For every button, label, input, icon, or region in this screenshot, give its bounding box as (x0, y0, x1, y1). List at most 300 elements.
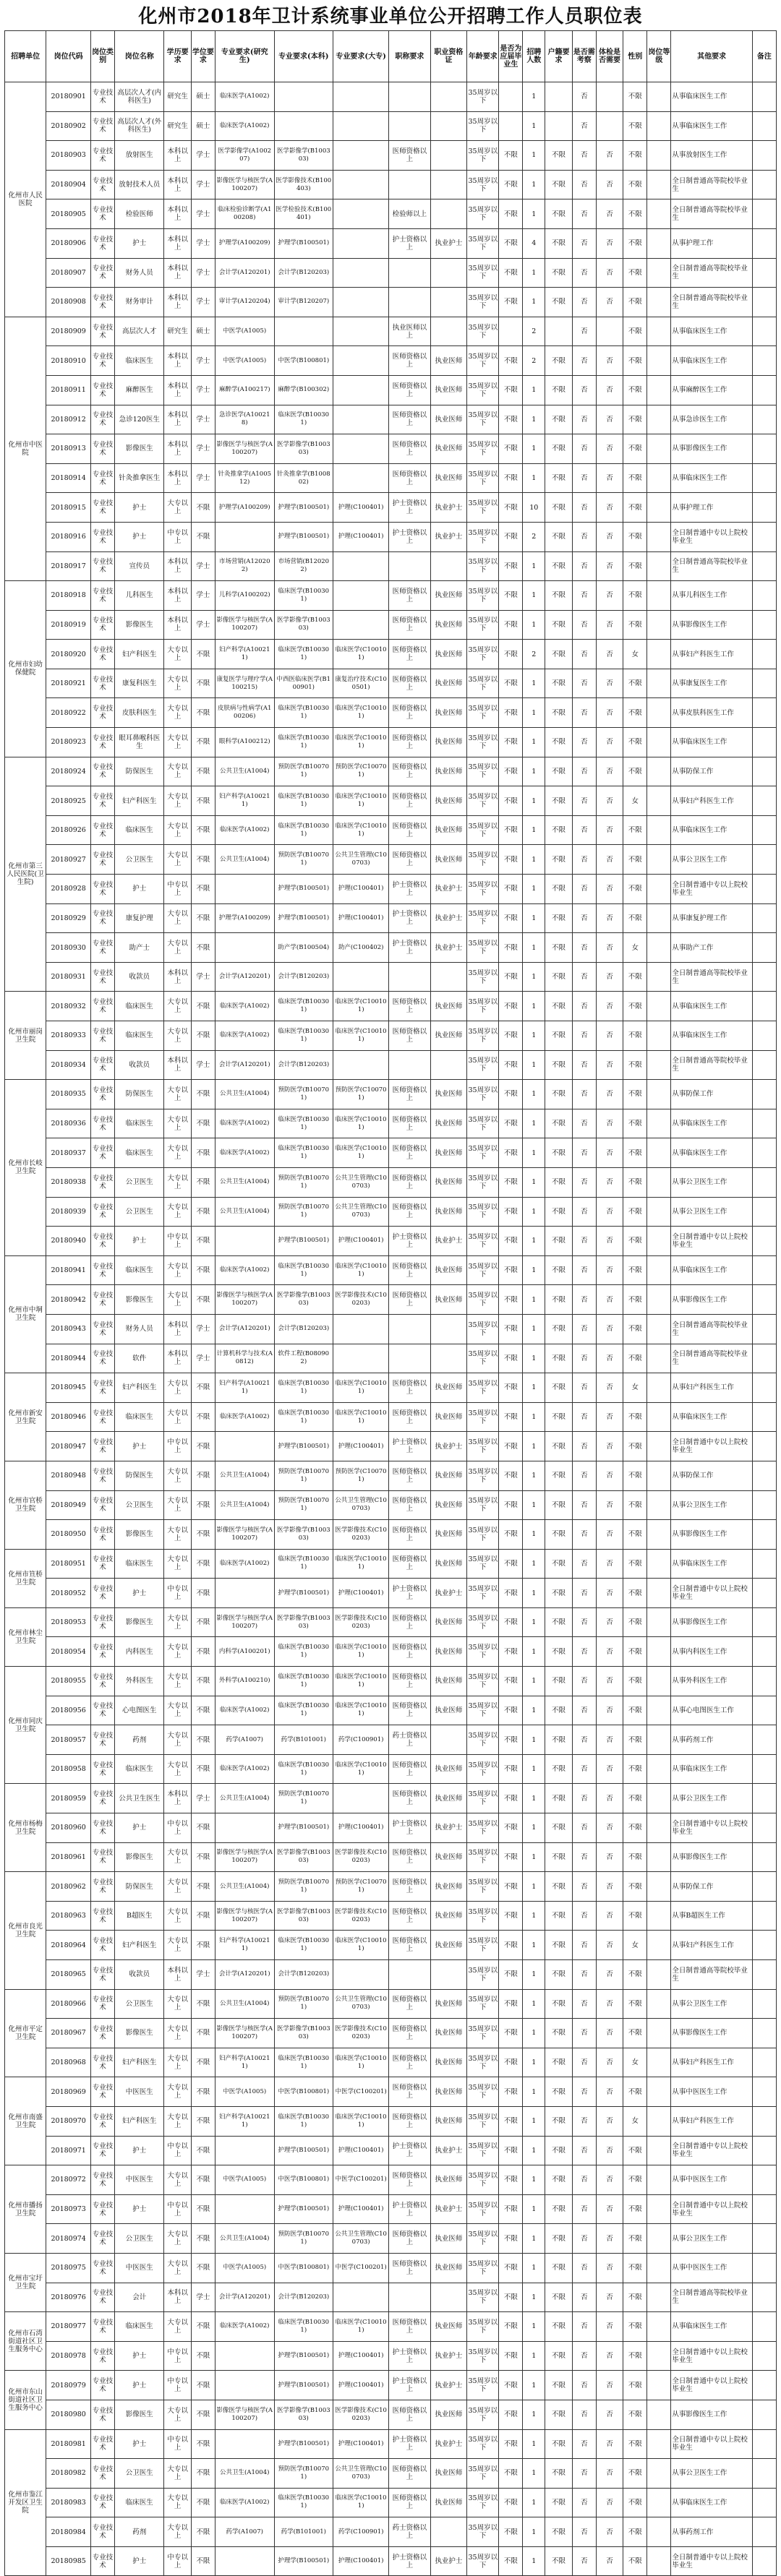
table-cell: 不限 (545, 933, 572, 963)
table-cell: 医师资格以上 (389, 1285, 430, 1315)
table-cell: 会计学(B120203) (274, 258, 333, 288)
table-cell: 执业护士 (430, 1432, 467, 1461)
table-cell: 硕士 (191, 82, 215, 112)
table-cell: 执业医师 (430, 2019, 467, 2048)
table-cell: 针灸推拿学(B100802) (274, 463, 333, 493)
table-cell: 中医学(C100201) (333, 2077, 389, 2107)
table-cell: 不限 (499, 522, 523, 551)
table-cell: 35周岁以下 (467, 962, 499, 992)
table-cell: 临床医学(B100301) (274, 2488, 333, 2517)
table-cell: 市场营销(A120202) (215, 551, 274, 581)
table-cell: 执业医师 (430, 375, 467, 405)
table-cell: 1 (523, 463, 545, 493)
table-row (5, 1461, 777, 1490)
table-cell (333, 82, 389, 112)
table-cell: 医学影像学(B100303) (274, 1520, 333, 1550)
table-cell: 医师资格以上 (389, 375, 430, 405)
table-cell: 20180936 (46, 1109, 91, 1138)
table-cell: 20180919 (46, 610, 91, 640)
table-cell: 化州市平定卫生院 (5, 1989, 46, 2077)
table-cell: 中医学(B100801) (274, 2077, 333, 2107)
table-cell: 不限 (499, 2341, 523, 2371)
table-cell (647, 551, 671, 581)
table-cell (647, 1167, 671, 1197)
table-cell: 本科以上 (164, 1344, 191, 1373)
table-cell: 全日制普通中专以上院校毕业生 (671, 2194, 752, 2224)
table-cell: 不限 (545, 1138, 572, 1168)
table-cell: 35周岁以下 (467, 82, 499, 112)
table-cell: 大专以上 (164, 1842, 191, 1872)
table-cell: 执业医师 (430, 1167, 467, 1197)
table-cell: 医师资格以上 (389, 2106, 430, 2136)
table-cell (647, 1138, 671, 1168)
table-cell: 不限 (499, 2517, 523, 2547)
table-cell (545, 82, 572, 112)
table-cell: 药剂 (115, 1725, 164, 1755)
table-cell: 中西医临床医学(B100901) (274, 669, 333, 698)
table-cell (389, 82, 430, 112)
table-cell: 不限 (191, 2165, 215, 2195)
table-cell: 医师资格以上 (389, 2400, 430, 2429)
table-cell: 否 (572, 2224, 596, 2254)
table-cell (752, 845, 776, 875)
table-cell: 不限 (499, 669, 523, 698)
table-cell (752, 2517, 776, 2547)
table-cell: 否 (596, 1813, 623, 1843)
table-cell: 不限 (623, 463, 647, 493)
table-cell: 专业技术 (91, 786, 115, 816)
table-cell (647, 1461, 671, 1490)
table-row (5, 903, 777, 933)
table-cell: 不限 (545, 1461, 572, 1490)
table-row (5, 1725, 777, 1755)
column-header: 其他要求 (671, 31, 752, 82)
table-cell: 护士资格以上 (389, 228, 430, 258)
table-cell: 临床医学(A1002) (215, 1696, 274, 1725)
table-cell: 妇产科学(A100211) (215, 786, 274, 816)
table-cell: 中医学(A1005) (215, 2165, 274, 2195)
table-row (5, 786, 777, 816)
table-cell: 不限 (623, 1402, 647, 1432)
table-cell: 全日制普通高等院校毕业生 (671, 1050, 752, 1080)
table-cell: 否 (572, 141, 596, 171)
table-cell: 20180945 (46, 1373, 91, 1403)
table-cell: 从事药剂工作 (671, 1725, 752, 1755)
table-cell: 临床医学(A1002) (215, 815, 274, 845)
table-cell: 否 (572, 317, 596, 346)
table-cell: 从事影像医生工作 (671, 1607, 752, 1637)
table-cell: 医师资格以上 (389, 141, 430, 171)
table-cell: 放射技术人员 (115, 170, 164, 199)
column-header: 备注 (752, 31, 776, 82)
table-cell: 医学影像技术(C100203) (333, 2019, 389, 2048)
table-cell: 大专以上 (164, 2400, 191, 2429)
table-cell: 专业技术 (91, 522, 115, 551)
table-cell: 临床医学(B100301) (274, 1667, 333, 1696)
table-cell: 医师资格以上 (389, 845, 430, 875)
table-cell: 不限 (499, 375, 523, 405)
table-cell: 护理(C100401) (333, 2546, 389, 2576)
table-cell: 执业医师 (430, 698, 467, 728)
table-cell: 35周岁以下 (467, 228, 499, 258)
table-cell: 不限 (499, 1432, 523, 1461)
table-cell: 1 (523, 1080, 545, 1109)
table-cell: 不限 (191, 2341, 215, 2371)
table-cell: 1 (523, 1637, 545, 1667)
table-cell: 医学影像学(B100303) (274, 1842, 333, 1872)
table-cell (333, 1344, 389, 1373)
table-cell: 1 (523, 2077, 545, 2107)
table-cell: 1 (523, 2400, 545, 2429)
table-cell: 临床医学(A1002) (215, 1109, 274, 1138)
table-cell: 不限 (499, 2459, 523, 2489)
table-cell: 20180962 (46, 1872, 91, 1902)
table-cell: 中医学(C100201) (333, 2253, 389, 2283)
table-cell: 临床医学(A1002) (215, 1549, 274, 1579)
column-header: 职称要求 (389, 31, 430, 82)
table-cell: 20180918 (46, 581, 91, 611)
table-cell: 不限 (623, 2546, 647, 2576)
table-cell: 临床医学(C100101) (333, 2048, 389, 2077)
table-cell: 中专以上 (164, 2136, 191, 2165)
table-cell: 20180959 (46, 1784, 91, 1813)
table-cell: 从事防保工作 (671, 1872, 752, 1902)
table-cell (752, 1579, 776, 1608)
table-cell: 医学影像技术(C100203) (333, 1607, 389, 1637)
table-cell: 不限 (545, 1842, 572, 1872)
table-cell: 医学影像学(B100303) (274, 1285, 333, 1315)
table-cell (752, 1931, 776, 1960)
table-cell: 临床医学(B100301) (274, 728, 333, 757)
table-cell (752, 1754, 776, 1784)
table-cell: 专业技术 (91, 2546, 115, 2576)
table-cell: 不限 (191, 2400, 215, 2429)
table-cell: 专业技术 (91, 2371, 115, 2400)
table-cell: 护理(C100401) (333, 522, 389, 551)
table-cell: 预防医学(C100701) (333, 1461, 389, 1490)
table-cell: 临床医学(B100301) (274, 1696, 333, 1725)
table-cell (752, 875, 776, 904)
table-cell (647, 1901, 671, 1931)
table-cell: 不限 (545, 1901, 572, 1931)
table-cell: 1 (523, 728, 545, 757)
table-cell: 1 (523, 1754, 545, 1784)
table-cell: 否 (596, 1167, 623, 1197)
table-cell: 35周岁以下 (467, 2136, 499, 2165)
table-cell (647, 1285, 671, 1315)
table-cell (430, 1960, 467, 1990)
table-cell: 不限 (545, 2194, 572, 2224)
table-cell: 护士资格以上 (389, 1432, 430, 1461)
table-cell: 35周岁以下 (467, 2429, 499, 2459)
table-cell: 不限 (545, 2429, 572, 2459)
table-cell: 执业医师 (430, 1989, 467, 2019)
table-cell: 20180967 (46, 2019, 91, 2048)
table-cell: 20180969 (46, 2077, 91, 2107)
table-cell: 医师资格以上 (389, 1931, 430, 1960)
table-cell: 专业技术 (91, 669, 115, 698)
table-cell: 20180963 (46, 1901, 91, 1931)
table-cell: 公共卫生(A1004) (215, 2459, 274, 2489)
table-cell: 执业医师 (430, 346, 467, 376)
table-cell: 否 (596, 1931, 623, 1960)
table-cell (752, 1285, 776, 1315)
table-cell: 不限 (499, 640, 523, 669)
table-cell: 医师资格以上 (389, 463, 430, 493)
table-cell: 专业技术 (91, 493, 115, 523)
table-cell (752, 1989, 776, 2019)
table-cell: 影像医学与核医学(A100207) (215, 1842, 274, 1872)
table-cell: 1 (523, 933, 545, 963)
table-cell: 护士 (115, 522, 164, 551)
table-cell: 不限 (191, 1373, 215, 1403)
table-cell: 不限 (545, 2488, 572, 2517)
table-cell: 医师资格以上 (389, 640, 430, 669)
table-cell: 临床医学(C100101) (333, 698, 389, 728)
table-cell (752, 2165, 776, 2195)
table-cell: 专业技术 (91, 698, 115, 728)
table-cell (647, 610, 671, 640)
table-cell: 不限 (623, 375, 647, 405)
table-cell: 不限 (545, 141, 572, 171)
table-cell: 不限 (545, 288, 572, 317)
table-cell: 否 (596, 463, 623, 493)
table-row (5, 815, 777, 845)
table-cell: 执业医师 (430, 1402, 467, 1432)
table-cell: 不限 (191, 1989, 215, 2019)
table-cell: 1 (523, 1667, 545, 1696)
table-cell: 否 (596, 1960, 623, 1990)
table-cell: 专业技术 (91, 141, 115, 171)
table-cell: 不限 (499, 1931, 523, 1960)
table-cell: 专业技术 (91, 2312, 115, 2342)
table-cell: 妇产科医生 (115, 2106, 164, 2136)
table-cell: 不限 (499, 405, 523, 434)
table-cell: 药学(C100901) (333, 1725, 389, 1755)
table-cell: 公共卫生(A1004) (215, 1461, 274, 1490)
table-row (5, 2224, 777, 2254)
table-cell (430, 317, 467, 346)
table-cell: 护士 (115, 1432, 164, 1461)
table-cell (647, 815, 671, 845)
table-cell: 不限 (499, 1784, 523, 1813)
table-cell: 不限 (623, 405, 647, 434)
table-cell: 全日制普通中专以上院校毕业生 (671, 2546, 752, 2576)
table-cell: 专业技术 (91, 933, 115, 963)
table-cell: 否 (572, 1842, 596, 1872)
table-cell: 1 (523, 82, 545, 112)
table-cell: 会计学(A120201) (215, 1314, 274, 1344)
table-cell: 否 (596, 1109, 623, 1138)
table-cell: 35周岁以下 (467, 1344, 499, 1373)
table-cell: 否 (572, 1109, 596, 1138)
table-cell: 软件工程(B080902) (274, 1344, 333, 1373)
table-cell (752, 1637, 776, 1667)
table-cell: 1 (523, 1373, 545, 1403)
table-cell (647, 845, 671, 875)
table-cell: 否 (596, 1314, 623, 1344)
table-cell: 否 (572, 1725, 596, 1755)
table-cell: 20180925 (46, 786, 91, 816)
table-cell: 本科以上 (164, 375, 191, 405)
table-cell: 不限 (623, 610, 647, 640)
table-cell: 否 (596, 1667, 623, 1696)
table-cell: 专业技术 (91, 1402, 115, 1432)
table-cell (333, 581, 389, 611)
table-cell (752, 728, 776, 757)
table-cell: 医师资格以上 (389, 1109, 430, 1138)
table-cell: 中专以上 (164, 2194, 191, 2224)
table-cell: 从事临床医生工作 (671, 1549, 752, 1579)
table-cell: 康复护理 (115, 903, 164, 933)
table-cell: 不限 (191, 757, 215, 786)
table-cell: 不限 (623, 1607, 647, 1637)
table-cell: 35周岁以下 (467, 2048, 499, 2077)
table-cell: 1 (523, 2341, 545, 2371)
table-cell: 1 (523, 1960, 545, 1990)
table-cell: 大专以上 (164, 2253, 191, 2283)
table-cell: 专业技术 (91, 228, 115, 258)
table-cell: 35周岁以下 (467, 1197, 499, 1227)
table-cell: 本科以上 (164, 1314, 191, 1344)
table-cell: 学士 (191, 228, 215, 258)
table-cell: 否 (596, 2019, 623, 2048)
table-cell: 20180926 (46, 815, 91, 845)
table-cell: 20180920 (46, 640, 91, 669)
table-cell: 预防医学(B100701) (274, 845, 333, 875)
table-cell: 1 (523, 1050, 545, 1080)
table-cell: 专业技术 (91, 1197, 115, 1227)
table-cell: 大专以上 (164, 992, 191, 1021)
table-cell: 20180909 (46, 317, 91, 346)
table-cell: 20180903 (46, 141, 91, 171)
table-cell: 临床医学(A1002) (215, 2312, 274, 2342)
table-cell: 全日制普通中专以上院校毕业生 (671, 1813, 752, 1843)
table-cell: 不限 (499, 1080, 523, 1109)
table-cell: 不限 (499, 1872, 523, 1902)
table-row (5, 522, 777, 551)
table-cell: 20180976 (46, 2283, 91, 2312)
table-cell: 专业技术 (91, 2019, 115, 2048)
table-cell: 临床医学(C100101) (333, 992, 389, 1021)
table-cell: 妇产科医生 (115, 640, 164, 669)
table-cell: 不限 (623, 1021, 647, 1051)
table-cell (647, 2165, 671, 2195)
table-cell: 心电图医生 (115, 1696, 164, 1725)
table-row (5, 1667, 777, 1696)
table-cell: 否 (572, 2312, 596, 2342)
table-cell: 专业技术 (91, 405, 115, 434)
table-cell: 20180971 (46, 2136, 91, 2165)
table-cell: 不限 (545, 698, 572, 728)
table-cell (647, 1490, 671, 1520)
table-row (5, 640, 777, 669)
table-cell (752, 610, 776, 640)
table-cell (389, 1314, 430, 1344)
table-cell (752, 1490, 776, 1520)
table-cell: 从事妇产科医生工作 (671, 1373, 752, 1403)
table-cell: 不限 (499, 1813, 523, 1843)
table-cell: 否 (572, 1227, 596, 1256)
table-cell: 从事临床医生工作 (671, 82, 752, 112)
table-cell (647, 2371, 671, 2400)
table-cell: 大专以上 (164, 1167, 191, 1197)
table-cell: 20180942 (46, 1285, 91, 1315)
table-cell: 1 (523, 141, 545, 171)
table-cell: 护士资格以上 (389, 493, 430, 523)
table-cell (215, 1579, 274, 1608)
table-cell: 否 (596, 2371, 623, 2400)
table-cell: 公共卫生管理(C100703) (333, 845, 389, 875)
table-cell: 医师资格以上 (389, 1901, 430, 1931)
table-cell: 1 (523, 1402, 545, 1432)
table-cell: 1 (523, 2488, 545, 2517)
table-cell: 不限 (623, 581, 647, 611)
table-cell: 护理(C100401) (333, 2371, 389, 2400)
table-cell: 不限 (191, 786, 215, 816)
table-cell: 不限 (623, 82, 647, 112)
table-cell: 1 (523, 1490, 545, 1520)
table-cell: 大专以上 (164, 1080, 191, 1109)
column-header: 岗位等级 (647, 31, 671, 82)
table-cell: 放射医生 (115, 141, 164, 171)
table-cell: 化州市良光卫生院 (5, 1872, 46, 1989)
table-cell: 1 (523, 1696, 545, 1725)
table-cell: 专业技术 (91, 875, 115, 904)
table-cell: 执业医师 (430, 640, 467, 669)
table-cell (752, 288, 776, 317)
table-cell: 否 (596, 581, 623, 611)
table-cell: 大专以上 (164, 1197, 191, 1227)
table-cell: 临床医学(A1002) (215, 111, 274, 141)
table-cell (647, 228, 671, 258)
table-cell: 20180915 (46, 493, 91, 523)
table-cell: 否 (596, 1901, 623, 1931)
table-cell: 不限 (545, 228, 572, 258)
table-cell: 护士资格以上 (389, 2341, 430, 2371)
table-cell: 护士资格以上 (389, 903, 430, 933)
table-cell: 不限 (545, 1696, 572, 1725)
table-cell: 执业医师以上 (389, 317, 430, 346)
table-cell: 不限 (623, 1725, 647, 1755)
table-cell: 35周岁以下 (467, 317, 499, 346)
table-row (5, 1872, 777, 1902)
table-cell: 大专以上 (164, 2048, 191, 2077)
table-cell: 临床医学(C100101) (333, 1754, 389, 1784)
table-cell: 1 (523, 1021, 545, 1051)
table-cell: 医师资格以上 (389, 1021, 430, 1051)
table-cell: 临床医学(B100301) (274, 1138, 333, 1168)
table-cell: 专业技术 (91, 2165, 115, 2195)
table-cell: 不限 (623, 2019, 647, 2048)
table-cell: 化州市长岐卫生院 (5, 1080, 46, 1256)
table-cell: 否 (596, 1227, 623, 1256)
table-cell: 否 (596, 1402, 623, 1432)
table-cell: 否 (572, 1314, 596, 1344)
table-cell: 不限 (499, 875, 523, 904)
table-cell: 收款员 (115, 962, 164, 992)
table-cell: 医师资格以上 (389, 815, 430, 845)
table-cell: 护士资格以上 (389, 2194, 430, 2224)
table-cell: 大专以上 (164, 640, 191, 669)
table-cell: 麻醉学(B100302) (274, 375, 333, 405)
table-cell: 不限 (499, 962, 523, 992)
table-row (5, 2517, 777, 2547)
table-cell (647, 933, 671, 963)
table-cell: 不限 (191, 2106, 215, 2136)
table-cell: 不限 (499, 1167, 523, 1197)
table-cell (752, 199, 776, 229)
